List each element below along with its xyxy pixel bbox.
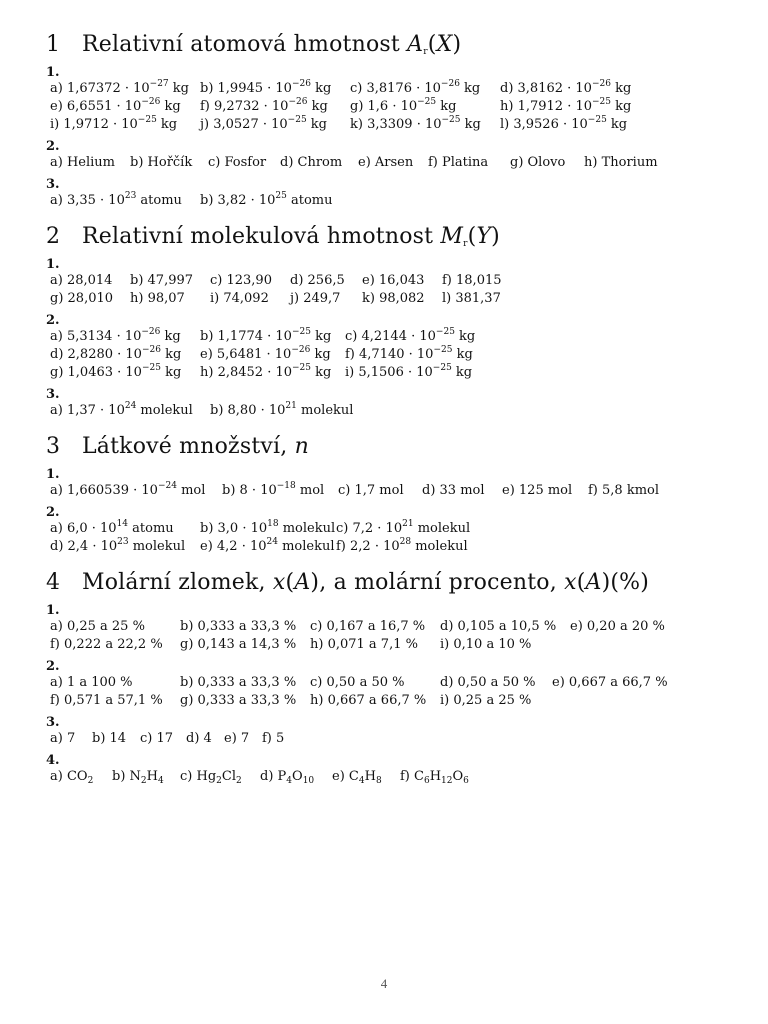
answer-item: f) 5 bbox=[262, 731, 285, 746]
problem-number: 1. bbox=[46, 257, 60, 272]
answer-item: c) $4,2144 \cdot 10^{-25}$ kg bbox=[345, 327, 476, 344]
section-title bbox=[46, 568, 726, 598]
problem bbox=[46, 468, 726, 500]
answer-item: a) $3,35 \cdot 10^{23}$ atomu bbox=[50, 191, 182, 208]
answer-item: a) $1,37 \cdot 10^{24}$ molekul bbox=[50, 401, 193, 418]
answer-item: b) 14 bbox=[92, 731, 127, 746]
answer-item: a) $6,0 \cdot 10^{14}$ atomu bbox=[50, 519, 174, 536]
answer-row bbox=[46, 618, 726, 636]
answer-item: b) 47,997 bbox=[130, 273, 194, 288]
problem-number: 2. bbox=[46, 139, 60, 154]
answer-item: a) $1,660539 \cdot 10^{-24}$ mol bbox=[50, 481, 206, 498]
answer-item: d) 256,5 bbox=[290, 273, 345, 288]
document-page bbox=[46, 30, 726, 798]
problem bbox=[46, 314, 726, 382]
answer-item: a) 7 bbox=[50, 731, 76, 746]
answer-item: h) 0,667 a 66,7 % bbox=[310, 693, 427, 708]
answer-item: f) 0,222 a 22,2 % bbox=[50, 637, 163, 652]
answer-item: i) 74,092 bbox=[210, 291, 269, 306]
answer-item: h) $2,8452 \cdot 10^{-25}$ kg bbox=[200, 363, 332, 380]
problem-number: 1. bbox=[46, 65, 60, 80]
answer-item: c) 123,90 bbox=[210, 273, 272, 288]
answer-item: b) $3,82 \cdot 10^{25}$ atomu bbox=[200, 191, 333, 208]
answer-item: c) $7,2 \cdot 10^{21}$ molekul bbox=[336, 519, 471, 536]
answer-item: f) $2,2 \cdot 10^{28}$ molekul bbox=[336, 537, 468, 554]
answer-item: e) 7 bbox=[224, 731, 250, 746]
problem bbox=[46, 604, 726, 654]
answer-row bbox=[46, 538, 726, 556]
answer-row bbox=[46, 520, 726, 538]
section-title bbox=[46, 432, 726, 462]
answer-item: b) $1,1774 \cdot 10^{-25}$ kg bbox=[200, 327, 332, 344]
problem-number: 2. bbox=[46, 313, 60, 328]
section-3 bbox=[46, 432, 726, 556]
answer-item: b) Hořčík bbox=[130, 155, 193, 170]
section-2 bbox=[46, 222, 726, 420]
problem bbox=[46, 66, 726, 134]
answer-item: h) 98,07 bbox=[130, 291, 185, 306]
answer-item: b) 0,333 a 33,3 % bbox=[180, 619, 297, 634]
answer-item: g) 0,333 a 33,3 % bbox=[180, 693, 297, 708]
section-number: 1 bbox=[46, 32, 61, 57]
problem-number: 4. bbox=[46, 753, 60, 768]
answer-row bbox=[46, 674, 726, 692]
answer-item: d) $2,8280 \cdot 10^{-26}$ kg bbox=[50, 345, 182, 362]
problem bbox=[46, 660, 726, 710]
section-number: 4 bbox=[46, 570, 61, 595]
answer-item: f) 18,015 bbox=[442, 273, 502, 288]
answer-item: d) $3,8162 \cdot 10^{-26}$ kg bbox=[500, 79, 632, 96]
answer-item: k) $3,3309 \cdot 10^{-25}$ kg bbox=[350, 115, 481, 132]
answer-item: c) 0,167 a 16,7 % bbox=[310, 619, 426, 634]
answer-item: h) Thorium bbox=[584, 155, 658, 170]
answer-item: a) $5,3134 \cdot 10^{-26}$ kg bbox=[50, 327, 181, 344]
problem bbox=[46, 388, 726, 420]
answer-item: l) 381,37 bbox=[442, 291, 501, 306]
answer-item: d) 4 bbox=[186, 731, 212, 746]
answer-row bbox=[46, 290, 726, 308]
section-4 bbox=[46, 568, 726, 786]
section-heading-text: Molární zlomek, x(A), a molární procento, x(A)(%) bbox=[82, 570, 650, 595]
answer-item: a) $1,67372 \cdot 10^{-27}$ kg bbox=[50, 79, 189, 96]
answer-row bbox=[46, 272, 726, 290]
answer-row bbox=[46, 692, 726, 710]
answer-item: c) 0,50 a 50 % bbox=[310, 675, 405, 690]
answer-item: e) $4,2 \cdot 10^{24}$ molekul bbox=[200, 537, 335, 554]
answer-row bbox=[46, 154, 726, 172]
answer-item: d) 0,105 a 10,5 % bbox=[440, 619, 557, 634]
problem-number: 2. bbox=[46, 659, 60, 674]
answer-item: l) $3,9526 \cdot 10^{-25}$ kg bbox=[500, 115, 628, 132]
problem bbox=[46, 506, 726, 556]
answer-row bbox=[46, 482, 726, 500]
problem-number: 3. bbox=[46, 715, 60, 730]
section-title bbox=[46, 30, 726, 60]
answer-item: e) $6,6551 \cdot 10^{-26}$ kg bbox=[50, 97, 181, 114]
problem-number: 2. bbox=[46, 505, 60, 520]
answer-item: k) 98,082 bbox=[362, 291, 425, 306]
problem bbox=[46, 754, 726, 786]
answer-item: b) $8,80 \cdot 10^{21}$ molekul bbox=[210, 401, 354, 418]
answer-item: a) Helium bbox=[50, 155, 115, 170]
answer-row bbox=[46, 328, 726, 346]
answer-item: f) $4,7140 \cdot 10^{-25}$ kg bbox=[345, 345, 473, 362]
answer-item: c) 1,7 mol bbox=[338, 483, 404, 498]
answer-item: f) Platina bbox=[428, 155, 489, 170]
answer-item: g) 0,143 a 14,3 % bbox=[180, 637, 297, 652]
answer-item: b) $1,9945 \cdot 10^{-26}$ kg bbox=[200, 79, 332, 96]
problem bbox=[46, 140, 726, 172]
answer-item: c) 17 bbox=[140, 731, 174, 746]
problem-number: 1. bbox=[46, 603, 60, 618]
answer-item: h) 0,071 a 7,1 % bbox=[310, 637, 418, 652]
answer-row bbox=[46, 636, 726, 654]
answer-item: g) $1,6 \cdot 10^{-25}$ kg bbox=[350, 97, 457, 114]
problem bbox=[46, 716, 726, 748]
answer-item: a) 0,25 a 25 % bbox=[50, 619, 145, 634]
answer-row bbox=[46, 346, 726, 364]
answer-item: b) $N_2H_4$ bbox=[112, 769, 164, 786]
section-title bbox=[46, 222, 726, 252]
section-number: 3 bbox=[46, 434, 61, 459]
answer-item: c) $3,8176 \cdot 10^{-26}$ kg bbox=[350, 79, 481, 96]
answer-item: e) 0,20 a 20 % bbox=[570, 619, 665, 634]
answer-item: j) $3,0527 \cdot 10^{-25}$ kg bbox=[200, 115, 328, 132]
answer-item: e) $C_4H_8$ bbox=[332, 769, 382, 786]
answer-item: a) $CO_2$ bbox=[50, 769, 94, 786]
section-heading-text: Látkové množství, n bbox=[82, 434, 310, 459]
answer-row bbox=[46, 98, 726, 116]
answer-row bbox=[46, 80, 726, 98]
answer-item: j) 249,7 bbox=[290, 291, 341, 306]
section-heading-text: Relativní molekulová hmotnost $M_r(Y)$ bbox=[82, 224, 500, 249]
section-heading-text: Relativní atomová hmotnost $A_r(X)$ bbox=[82, 32, 462, 57]
answer-row bbox=[46, 768, 726, 786]
page-number: 4 bbox=[380, 976, 388, 991]
answer-item: a) 1 a 100 % bbox=[50, 675, 133, 690]
answer-item: d) $2,4 \cdot 10^{23}$ molekul bbox=[50, 537, 186, 554]
answer-item: d) 0,50 a 50 % bbox=[440, 675, 536, 690]
answer-item: e) 0,667 a 66,7 % bbox=[552, 675, 668, 690]
answer-row bbox=[46, 402, 726, 420]
answer-item: f) 0,571 a 57,1 % bbox=[50, 693, 163, 708]
problem-number: 3. bbox=[46, 177, 60, 192]
answer-item: d) $P_4O_{10}$ bbox=[260, 769, 315, 786]
answer-item: b) 0,333 a 33,3 % bbox=[180, 675, 297, 690]
answer-item: d) 33 mol bbox=[422, 483, 485, 498]
answer-item: e) Arsen bbox=[358, 155, 414, 170]
answer-item: e) 125 mol bbox=[502, 483, 573, 498]
problem bbox=[46, 258, 726, 308]
answer-item: i) $5,1506 \cdot 10^{-25}$ kg bbox=[345, 363, 473, 380]
answer-item: e) 16,043 bbox=[362, 273, 425, 288]
answer-item: c) Fosfor bbox=[208, 155, 267, 170]
answer-item: c) $Hg_2Cl_2$ bbox=[180, 769, 242, 786]
answer-item: i) $1,9712 \cdot 10^{-25}$ kg bbox=[50, 115, 178, 132]
answer-item: b) $3,0 \cdot 10^{18}$ molekul bbox=[200, 519, 336, 536]
answer-row bbox=[46, 730, 726, 748]
answer-item: g) Olovo bbox=[510, 155, 566, 170]
answer-item: h) $1,7912 \cdot 10^{-25}$ kg bbox=[500, 97, 632, 114]
answer-item: f) 5,8 kmol bbox=[588, 483, 660, 498]
answer-row bbox=[46, 116, 726, 134]
problem-number: 3. bbox=[46, 387, 60, 402]
answer-item: d) Chrom bbox=[280, 155, 343, 170]
answer-item: b) $8 \cdot 10^{-18}$ mol bbox=[222, 481, 325, 498]
answer-item: i) 0,25 a 25 % bbox=[440, 693, 532, 708]
section-1 bbox=[46, 30, 726, 210]
problem bbox=[46, 178, 726, 210]
problem-number: 1. bbox=[46, 467, 60, 482]
answer-item: a) 28,014 bbox=[50, 273, 113, 288]
answer-item: i) 0,10 a 10 % bbox=[440, 637, 532, 652]
section-number: 2 bbox=[46, 224, 61, 249]
answer-item: f) $C_6H_{12}O_6$ bbox=[400, 769, 469, 786]
answer-item: g) 28,010 bbox=[50, 291, 114, 306]
answer-item: g) $1,0463 \cdot 10^{-25}$ kg bbox=[50, 363, 182, 380]
answer-item: f) $9,2732 \cdot 10^{-26}$ kg bbox=[200, 97, 328, 114]
answer-row bbox=[46, 364, 726, 382]
answer-item: e) $5,6481 \cdot 10^{-26}$ kg bbox=[200, 345, 331, 362]
answer-row bbox=[46, 192, 726, 210]
